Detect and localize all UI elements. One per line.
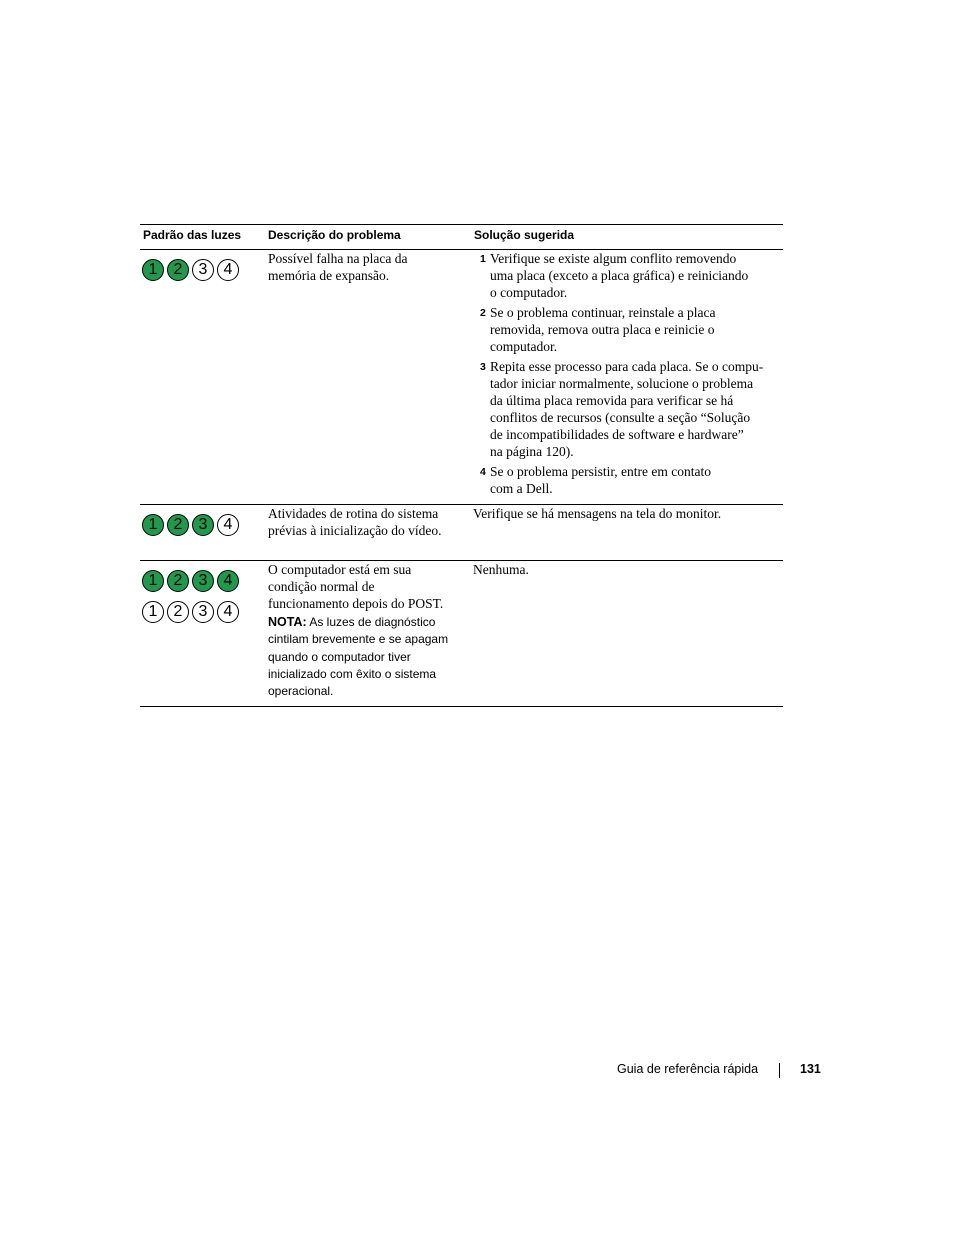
header-description: Descrição do problema <box>268 228 401 242</box>
step-line: o computador. <box>490 285 568 300</box>
step-number: 1 <box>480 253 486 265</box>
light-set-off <box>142 601 239 623</box>
header-solution: Solução sugerida <box>474 228 575 242</box>
step-number: 4 <box>480 466 486 478</box>
light-set-on <box>142 570 239 592</box>
diagnostic-light-3: 3 <box>192 570 214 592</box>
step-line: computador. <box>490 339 558 354</box>
light-set <box>142 514 239 536</box>
step-line: removida, remova outra placa e reinicie o <box>490 322 715 337</box>
diagnostic-light-2: 2 <box>167 514 189 536</box>
page-number: 131 <box>800 1062 821 1076</box>
light-pattern <box>142 514 239 545</box>
step-number: 3 <box>480 361 486 373</box>
step-line: com a Dell. <box>490 481 553 496</box>
note-text: As luzes de diagnóstico <box>306 615 436 629</box>
step-number: 2 <box>480 307 486 319</box>
description-line: memória de expansão. <box>268 268 390 283</box>
note <box>268 614 468 700</box>
table-row <box>140 561 783 707</box>
table-row <box>140 505 783 561</box>
note-line: cintilam brevemente e se apagam <box>268 632 449 647</box>
problem-description <box>268 250 468 284</box>
diagnostic-light-1: 1 <box>142 514 164 536</box>
diagnostic-light-2: 2 <box>167 570 189 592</box>
note-label: NOTA: <box>268 615 307 629</box>
diagnostic-light-4: 4 <box>217 259 239 281</box>
step-line: Se o problema continuar, reinstale a placa <box>490 305 716 320</box>
description-line: funcionamento depois do POST. <box>268 596 444 611</box>
suggested-solution <box>473 250 778 500</box>
diagnostic-light-4: 4 <box>217 570 239 592</box>
description-line: condição normal de <box>268 579 375 594</box>
diagnostic-light-4: 4 <box>217 601 239 623</box>
diagnostic-light-3: 3 <box>192 601 214 623</box>
description-line: Possível falha na placa da <box>268 251 408 266</box>
problem-description <box>268 561 468 700</box>
solution-step-4 <box>473 463 778 497</box>
footer-title: Guia de referência rápida <box>617 1062 759 1076</box>
suggested-solution <box>473 561 778 578</box>
description-line: Atividades de rotina do sistema <box>268 506 439 521</box>
header-pattern: Padrão das luzes <box>143 228 242 242</box>
diagnostic-light-2: 2 <box>167 601 189 623</box>
step-line: de incompatibilidades de software e hardware” <box>490 427 744 442</box>
solution-text: Verifique se há mensagens na tela do monitor. <box>473 506 722 521</box>
diagnostic-light-4: 4 <box>217 514 239 536</box>
step-line: conflitos de recursos (consulte a seção “Solução <box>490 410 751 425</box>
note-line: operacional. <box>268 684 334 699</box>
note-line: inicializado com êxito o sistema <box>268 666 437 681</box>
step-line: Verifique se existe algum conflito removendo <box>490 251 737 266</box>
description-line: O computador está em sua <box>268 562 412 577</box>
diagnostic-light-3: 3 <box>192 259 214 281</box>
note-line: quando o computador tiver <box>268 649 411 664</box>
light-pattern <box>142 570 239 632</box>
step-line: da última placa removida para verificar se há <box>490 393 734 408</box>
light-pattern <box>142 259 239 290</box>
diagnostic-light-3: 3 <box>192 514 214 536</box>
step-line: Se o problema persistir, entre em contato <box>490 464 712 479</box>
solution-step-2 <box>473 304 778 355</box>
table-row <box>140 250 783 505</box>
description-line: prévias à inicialização do vídeo. <box>268 523 442 538</box>
step-line: uma placa (exceto a placa gráfica) e reiniciando <box>490 268 749 283</box>
step-line: Repita esse processo para cada placa. Se o compu- <box>490 359 764 374</box>
diagnostic-light-1: 1 <box>142 259 164 281</box>
step-line: tador iniciar normalmente, solucione o problema <box>490 376 754 391</box>
problem-description <box>268 505 468 539</box>
diagnostic-light-1: 1 <box>142 570 164 592</box>
solution-text: Nenhuma. <box>473 562 529 577</box>
step-line: na página 120). <box>490 444 574 459</box>
light-set <box>142 259 239 281</box>
suggested-solution <box>473 505 778 522</box>
diagnostic-light-1: 1 <box>142 601 164 623</box>
table-header <box>140 224 783 250</box>
footer-divider <box>779 1063 780 1078</box>
note-line <box>268 614 468 631</box>
diagnostic-light-2: 2 <box>167 259 189 281</box>
diagnostic-lights-table <box>140 224 783 707</box>
solution-step-3 <box>473 358 778 460</box>
solution-step-1 <box>473 250 778 301</box>
